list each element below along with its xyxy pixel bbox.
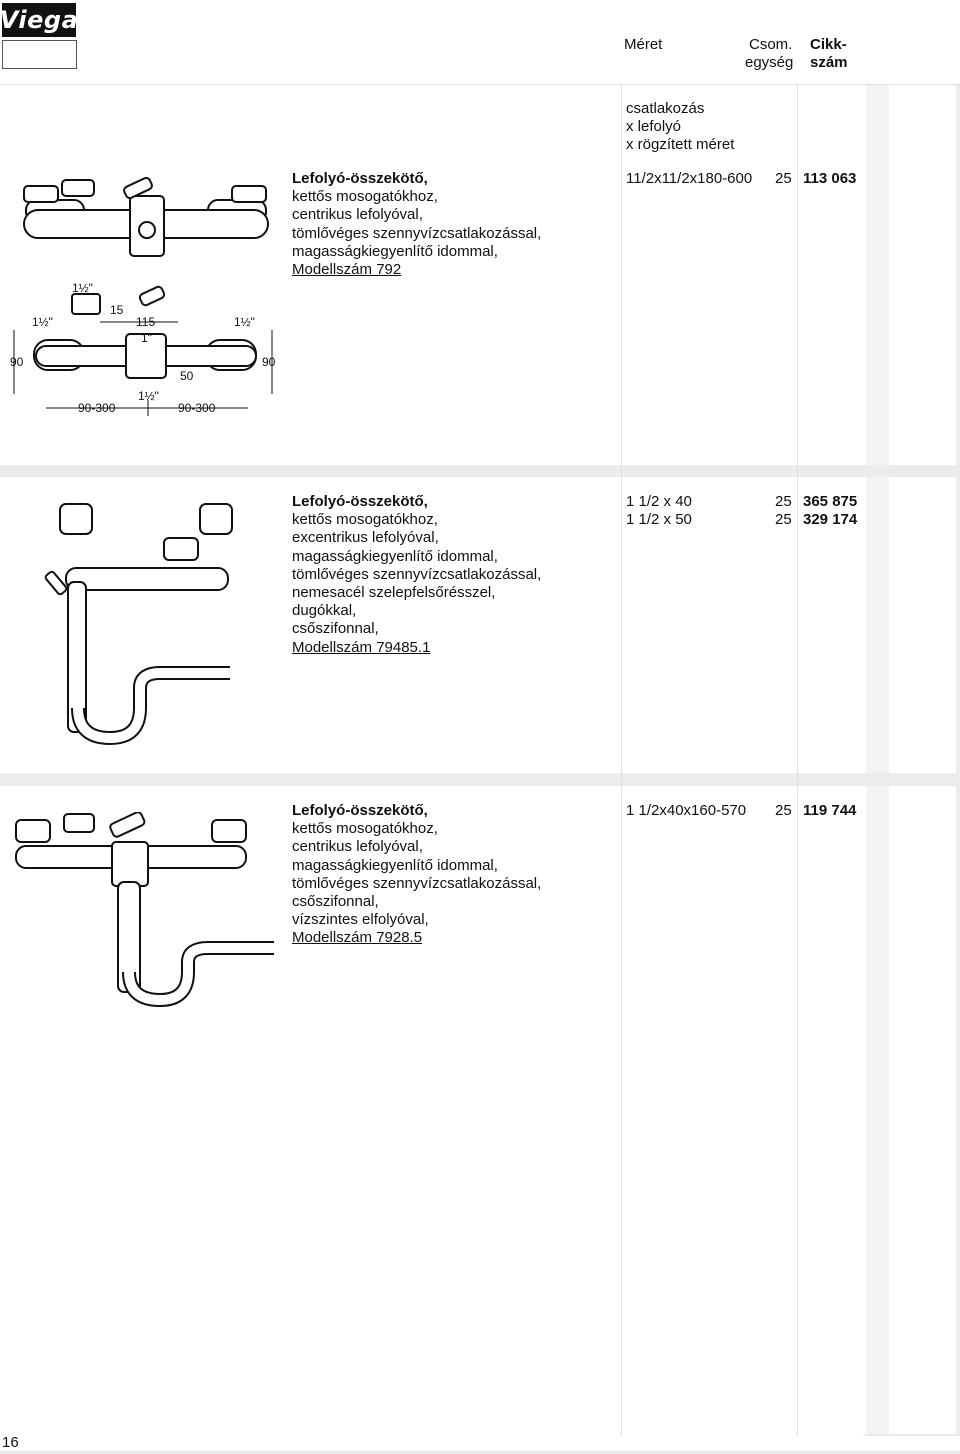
product-illustration-2 (40, 498, 260, 748)
separator-2 (0, 773, 960, 786)
logo-blank-box (2, 40, 77, 69)
row-size: 1 1/2 x 50 (626, 511, 692, 528)
page-number: 16 (2, 1434, 19, 1451)
model-number-link[interactable]: Modellszám 792 (292, 261, 402, 279)
product-line: kettős mosogatókhoz, (292, 188, 438, 206)
product-line: vízszintes elfolyóval, (292, 911, 429, 929)
right-border (956, 84, 960, 1434)
product-line: centrikus lefolyóval, (292, 206, 423, 224)
model-number-link[interactable]: Modellszám 7928.5 (292, 929, 423, 947)
dim-fifty: 50 (180, 369, 194, 383)
product-line: magasságkiegyenlítő idommal, (292, 242, 498, 260)
product-line: excentrikus lefolyóval, (292, 529, 439, 547)
row-unit: 25 (775, 511, 792, 528)
product-line: kettős mosogatókhoz, (292, 511, 438, 529)
row-unit: 25 (775, 802, 792, 819)
row-article: 329 174 (803, 511, 858, 528)
product-line: tömlővéges szennyvízcsatlakozással, (292, 874, 542, 892)
footer-area (0, 1436, 960, 1451)
dim-left-side: 1½" (32, 315, 53, 329)
col-line-article (797, 84, 798, 1436)
product-line: magasságkiegyenlítő idommal, (292, 547, 498, 565)
logo-text: Viega (0, 6, 79, 34)
viega-logo (0, 3, 79, 37)
connection-note-2: x lefolyó (626, 118, 682, 135)
product-line: csőszifonnal, (292, 893, 379, 911)
dim-right-span: 90-300 (178, 401, 216, 415)
dim-right-height: 90 (262, 355, 276, 369)
product-description-2 (292, 493, 541, 657)
product-title: Lefolyó-összekötő, (292, 493, 428, 510)
dim-left-height: 90 (10, 355, 24, 369)
connection-note-3: x rögzített méret (626, 136, 735, 153)
product-description-3 (292, 802, 541, 948)
header-size: Méret (624, 36, 663, 53)
product-title: Lefolyó-összekötő, (292, 170, 428, 187)
header-article-2: szám (810, 54, 848, 71)
row-article: 113 063 (803, 170, 857, 187)
product-line: tömlővéges szennyvízcsatlakozással, (292, 565, 542, 583)
separator-top (0, 84, 960, 85)
product-line: tömlővéges szennyvízcsatlakozással, (292, 224, 542, 242)
column-strip (866, 84, 889, 1434)
row-article: 365 875 (803, 493, 858, 510)
product-line: csőszifonnal, (292, 620, 379, 638)
dimension-drawing (8, 282, 283, 422)
dim-inch-one: 1" (141, 331, 152, 345)
header-unit-2: egység (745, 54, 794, 71)
dim-left-span: 90-300 (78, 401, 116, 415)
separator-1 (0, 465, 960, 477)
dim-right-side: 1½" (234, 315, 255, 329)
row-unit: 25 (775, 170, 792, 187)
row-size: 1 1/2x40x160-570 (626, 802, 747, 819)
product-title: Lefolyó-összekötő, (292, 802, 428, 819)
header-article-1: Cikk- (810, 36, 847, 53)
header-unit-1: Csom. (749, 36, 793, 53)
product-line: centrikus lefolyóval, (292, 838, 423, 856)
row-article: 119 744 (803, 802, 857, 819)
product-line: magasságkiegyenlítő idommal, (292, 856, 498, 874)
col-line-size (621, 84, 622, 1436)
product-line: kettős mosogatókhoz, (292, 820, 438, 838)
model-number-link[interactable]: Modellszám 79485.1 (292, 638, 431, 656)
product-illustration-1 (18, 172, 280, 260)
connection-note-1: csatlakozás (626, 100, 705, 117)
product-illustration-3 (12, 812, 274, 1012)
dim-top-left: 1½" (72, 282, 93, 295)
product-line: nemesacél szelepfelsőrésszel, (292, 584, 496, 602)
dim-bottom-inch: 1½" (138, 389, 159, 403)
dim-fifteen: 15 (110, 303, 124, 317)
dim-middle: 115 (136, 315, 156, 329)
product-description-1 (292, 170, 541, 279)
product-line: dugókkal, (292, 602, 357, 620)
row-size: 1 1/2 x 40 (626, 493, 692, 510)
column-strip-right (892, 84, 960, 1434)
row-unit: 25 (775, 493, 792, 510)
row-size: 11/2x11/2x180-600 (626, 170, 753, 187)
